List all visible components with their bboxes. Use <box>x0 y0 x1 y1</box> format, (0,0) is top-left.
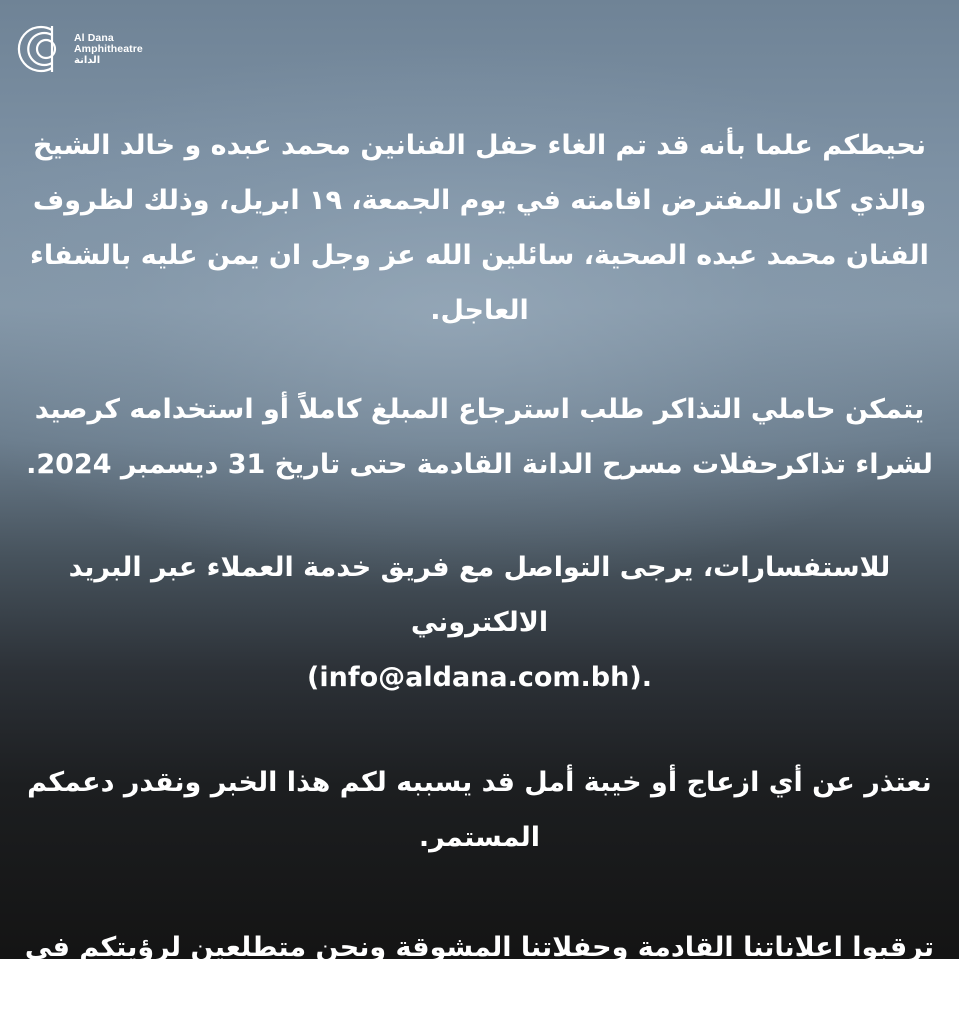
apology-paragraph: نعتذر عن أي ازعاج أو خيبة أمل قد يسببه لكم هذا الخبر ونقدر دعمكم المستمر. <box>27 767 932 853</box>
cancellation-paragraph: نحيطكم علما بأنه قد تم الغاء حفل الفنانين محمد عبده و خالد الشيخ والذي كان المفترض اقامته في يوم الجمعة، ١٩ ابريل، وذلك لظروف الفنان محمد عبده الصحية، سائلين الله عز وجل ان يمن عليه بالشفاء العاجل. <box>30 130 929 326</box>
contact-email: (info@aldana.com.bh). <box>307 662 652 693</box>
brand-name-line2: Amphitheatre <box>74 42 143 55</box>
brand-logo <box>22 24 143 74</box>
brand-name-arabic: الدانة <box>74 54 101 66</box>
al-dana-circle-logo-icon <box>22 24 68 74</box>
brand-name <box>74 33 143 66</box>
announcement-body <box>20 118 939 1030</box>
refund-paragraph: يتمكن حاملي التذاكر طلب استرجاع المبلغ كاملاً أو استخدامه كرصيد لشراء تذاكرحفلات مسرح الدانة القادمة حتى تاريخ 31 ديسمبر 2024. <box>26 394 933 480</box>
brand-name-line1: Al Dana <box>74 31 114 44</box>
inquiries-paragraph <box>20 540 939 705</box>
inquiries-text: للاستفسارات، يرجى التواصل مع فريق خدمة العملاء عبر البريد الالكتروني <box>68 552 891 638</box>
closing-paragraph: ترقبوا اعلاناتنا القادمة وحفلاتنا المشوقة ونحن متطلعين لرؤيتكم في مسرح الدانة قريباً. <box>24 932 935 1018</box>
